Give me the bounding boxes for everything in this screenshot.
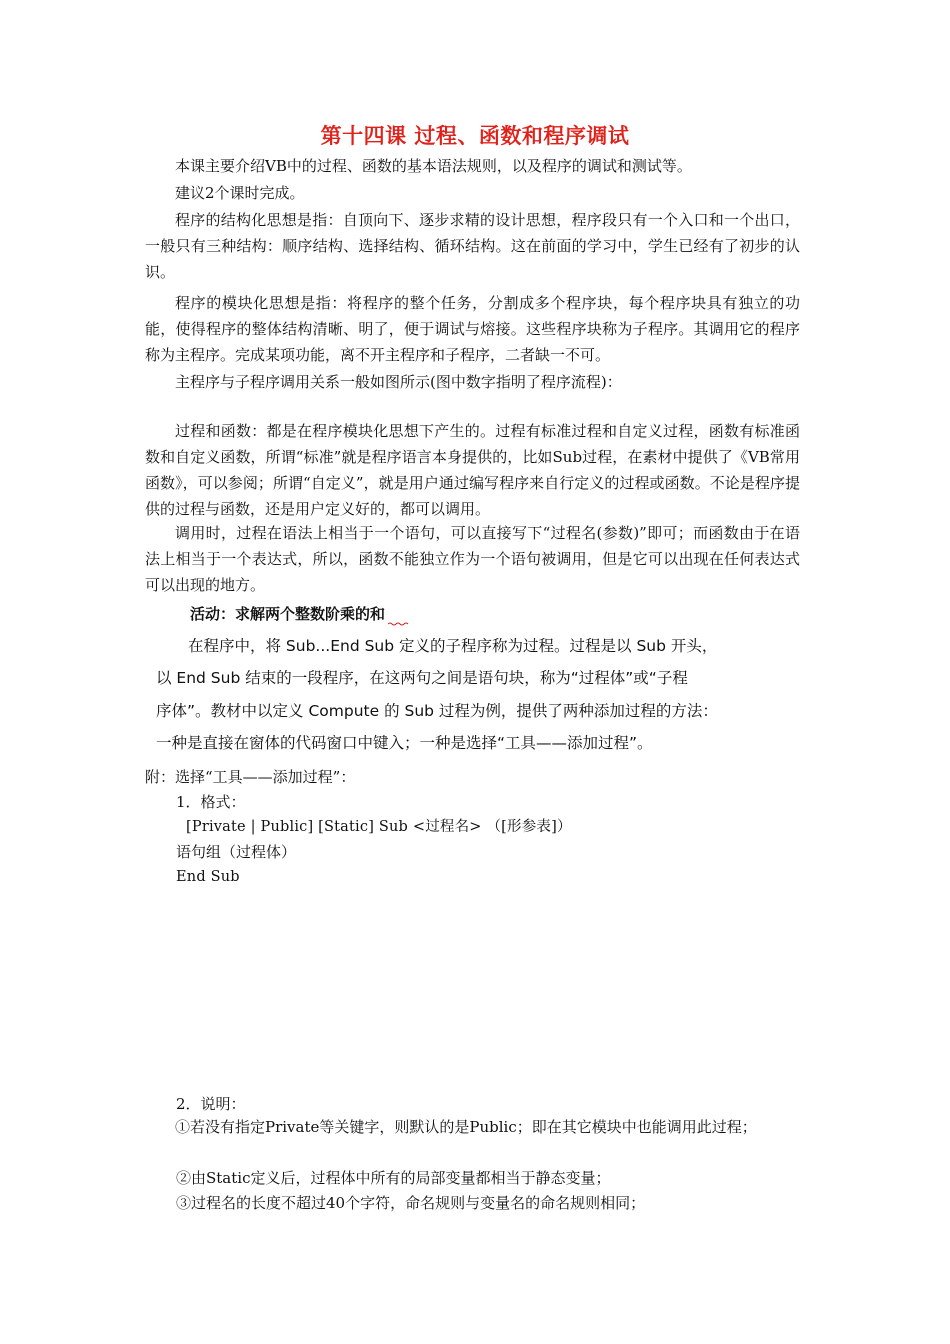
note-2: ②由Static定义后，过程体中所有的局部变量都相当于静态变量； — [176, 1169, 611, 1187]
structured-paragraph: 程序的结构化思想是指：自顶向下、逐步求精的设计思想，程序段只有一个入口和一个出口，一般只有三种结构：顺序结构、选择结构、循环结构。这在前面的学习中，学生已经有了初步的认识。 — [145, 211, 800, 281]
modular-paragraph: 程序的模块化思想是指：将程序的整个任务，分割成多个程序块，每个程序块具有独立的功能，使得程序的整体结构清晰、明了，便于调试与熔接。这些程序块称为子程序。其调用它的程序称为主程序。完成某项功能，离不开主程序和子程序，二者缺一不可。 — [145, 294, 800, 364]
lesson-title: 第十四课 过程、函数和程序调试 — [320, 124, 630, 148]
note-3: ③过程名的长度不超过40个字符，命名规则与变量名的命名规则相同； — [176, 1194, 646, 1212]
handwritten-line-1: 在程序中，将 Sub...End Sub 定义的子程序称为过程。过程是以 Sub 开头， — [188, 637, 718, 655]
syntax-line: [Private | Public] [Static] Sub <过程名> （[形参表]） — [186, 819, 572, 835]
call-paragraph: 调用时，过程在语法上相当于一个语句，可以直接写下“过程名(参数)”即可；而函数由于在语法上相当于一个表达式，所以，函数不能独立作为一个语句被调用，但是它可以出现在任何表达式可以出现的地方。 — [145, 524, 800, 594]
spellcheck-squiggle — [388, 622, 410, 626]
handwritten-line-3: 序体”。教材中以定义 Compute 的 Sub 过程为例，提供了两种添加过程的方法： — [156, 702, 718, 720]
note-1: ①若没有指定Private等关键字，则默认的是Public；即在其它模块中也能调用此过程； — [175, 1118, 757, 1136]
handwritten-line-2: 以 End Sub 结束的一段程序，在这两句之间是语句块，称为“过程体”或“子程 — [156, 669, 688, 687]
relation-line: 主程序与子程序调用关系一般如图所示(图中数字指明了程序流程)： — [175, 373, 622, 391]
intro-line: 本课主要介绍VB中的过程、函数的基本语法规则，以及程序的调试和测试等。 — [175, 157, 692, 175]
format-heading: 1．格式： — [176, 793, 246, 811]
activity-heading: 活动：求解两个整数阶乘的和 — [190, 605, 386, 623]
notes-heading: 2．说明： — [176, 1095, 246, 1113]
body-label: 语句组（过程体） — [176, 843, 297, 861]
appendix-line: 附：选择“工具——添加过程”： — [145, 768, 356, 786]
end-sub-line: End Sub — [176, 869, 240, 885]
hours-line: 建议2个课时完成。 — [175, 184, 305, 202]
handwritten-line-4: 一种是直接在窗体的代码窗口中键入；一种是选择“工具——添加过程”。 — [156, 734, 653, 752]
procedure-function-paragraph: 过程和函数：都是在程序模块化思想下产生的。过程有标准过程和自定义过程，函数有标准函数和自定义函数，所谓“标准”就是程序语言本身提供的，比如Sub过程，在素材中提供了《VB常用函数》，可以参阅；所谓“自定义”，就是用户通过编写程序来自行定义的过程或函数。不论是程序提供的过程与函数，还是用户定义好的，都可以调用。 — [145, 422, 800, 518]
